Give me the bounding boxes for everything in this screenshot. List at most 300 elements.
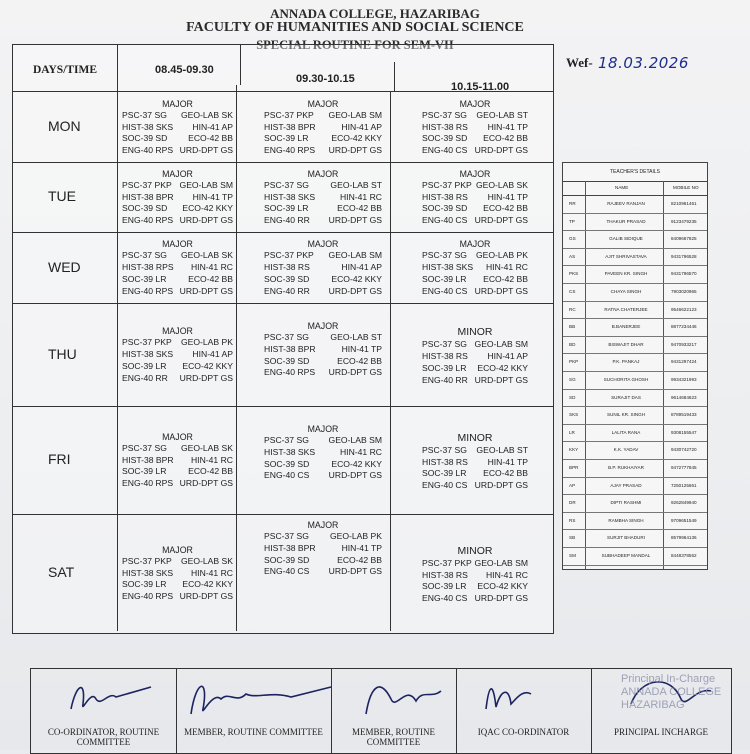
- slot-entry: ECO-42 BB: [337, 355, 382, 366]
- slot-row: [264, 180, 382, 192]
- slot-row: [122, 568, 233, 580]
- slot-type: MAJOR: [162, 239, 193, 250]
- signature-stroke: [486, 689, 531, 709]
- day-thu: THU: [48, 345, 77, 362]
- slot-row: [422, 581, 528, 593]
- teacher-mobile: 9470933217: [671, 341, 697, 347]
- slot-entry: SOC-39 LR: [122, 273, 167, 284]
- stamp-line: Principal In-Charge: [621, 673, 716, 685]
- slot-row: [422, 145, 528, 157]
- teacher-name: CHAYA SINGH: [610, 289, 642, 294]
- slot-row: [264, 447, 382, 459]
- day-wed: WED: [48, 258, 81, 275]
- slot-entry: PSC-37 PKP: [422, 179, 472, 190]
- slot-entry: ENG-40 CS: [422, 480, 468, 491]
- teacher-row: [563, 512, 707, 531]
- slot-entry: ECO-42 BB: [483, 203, 528, 214]
- slot-entry: ECO-42 BB: [483, 468, 528, 479]
- grid-hline: [12, 406, 553, 407]
- slot-entry: ENG-40 RPS: [122, 478, 174, 489]
- teacher-row: [563, 283, 707, 302]
- slot-entry: URD-DPT GS: [474, 215, 528, 226]
- slot-type: MAJOR: [162, 168, 193, 179]
- days-time-header: DAYS/TIME: [32, 64, 98, 76]
- slot-row: [422, 468, 528, 480]
- slot-row: [122, 286, 233, 298]
- signature-label-2: MEMBER, ROUTINE COMMITTEE: [184, 727, 323, 737]
- time-slot-2: 09.30-10.15: [296, 73, 355, 85]
- slot-entry: GEO-LAB SK: [475, 179, 528, 190]
- wef-label: Wef-: [566, 55, 593, 70]
- slot-entry: URD-DPT GS: [328, 367, 382, 378]
- slot-type: MAJOR: [162, 326, 193, 337]
- routine-slot: [264, 424, 382, 482]
- slot-entry: SOC-39 LR: [422, 581, 467, 592]
- day-fri: FRI: [48, 451, 71, 467]
- slot-entry: PSC-37 SG: [422, 339, 467, 350]
- teacher-row: [563, 494, 707, 513]
- slot-type: MAJOR: [307, 168, 339, 179]
- teacher-name: B.P. RUKHAIYAR: [608, 465, 644, 470]
- teacher-name: B.BANERJEE: [611, 324, 641, 330]
- slot-row: [122, 122, 233, 134]
- slot-entry: PSC-37 PKP: [264, 109, 314, 120]
- teacher-code: BD: [569, 341, 576, 347]
- slot-entry: HIST-38 BPR: [264, 343, 316, 354]
- slot-row: [264, 274, 382, 286]
- slot-entry: HIN-41 AP: [487, 351, 528, 362]
- teacher-code: BB: [569, 324, 576, 330]
- slot-entry: HIST-38 RS: [422, 569, 468, 580]
- slot-entry: HIN-41 RC: [339, 191, 382, 202]
- slot-entry: HIN-41 TP: [487, 191, 528, 202]
- slot-row: [264, 122, 382, 134]
- slot-row: [122, 455, 233, 467]
- slot-entry: HIN-41 RC: [190, 454, 233, 465]
- slot-entry: HIN-41 RC: [485, 262, 528, 273]
- slot-entry: SOC-39 LR: [122, 360, 167, 371]
- slot-row: [122, 466, 233, 478]
- slot-entry: URD-DPT GS: [328, 145, 382, 156]
- slot-row: [422, 133, 528, 145]
- teacher-code: RS: [569, 517, 576, 523]
- slot-type: MAJOR: [307, 520, 339, 530]
- slot-entry: SOC-39 LR: [264, 133, 309, 144]
- teacher-name: SURAJIT DAS: [611, 394, 641, 400]
- slot-entry: HIST-38 SKS: [122, 349, 174, 360]
- slot-row: [264, 192, 382, 204]
- slot-entry: GEO-LAB PK: [329, 531, 382, 541]
- routine-slot: [122, 239, 233, 297]
- teacher-code: SD: [569, 394, 576, 400]
- slot-entry: HIST-38 RS: [422, 191, 468, 202]
- header-mobile: MOBILE NO: [673, 185, 699, 190]
- slot-entry: ENG-40 CS: [422, 593, 468, 604]
- slot-row: [422, 363, 528, 375]
- slot-entry: GEO-LAB SM: [328, 435, 382, 445]
- routine-slot: [264, 239, 382, 297]
- routine-slot: [422, 326, 528, 386]
- slot-entry: GEO-LAB ST: [330, 332, 382, 342]
- slot-row: [422, 457, 528, 469]
- slot-entry: HIST-38 SKS: [264, 446, 316, 457]
- slot-entry: SOC-39 SD: [422, 203, 468, 214]
- slot-entry: HIST-38 SKS: [122, 567, 174, 578]
- slot-row: [122, 262, 233, 274]
- faculty-name: FACULTY OF HUMANITIES AND SOCIAL SCIENCE: [186, 20, 524, 35]
- teacher-name: PAVEEN KR. SINGH: [604, 271, 648, 277]
- teacher-mobile: 9431796570: [671, 271, 697, 277]
- slot-entry: HIN-41 RC: [190, 567, 233, 578]
- routine-slot: [122, 432, 233, 490]
- teacher-row: [563, 318, 707, 337]
- slot-row: [122, 180, 233, 192]
- routine-slot: [422, 169, 528, 227]
- slot-row: [422, 351, 528, 363]
- teacher-mobile: 8877234446: [671, 324, 697, 330]
- teacher-code: AP: [569, 482, 576, 488]
- slot-entry: ENG-40 RPS: [122, 145, 174, 156]
- slot-entry: GEO-LAB SK: [180, 555, 233, 566]
- slot-row: [122, 361, 233, 373]
- teacher-code: DR: [569, 500, 576, 506]
- teacher-mobile: 8789519433: [671, 412, 697, 418]
- teacher-mobile: 9430742720: [671, 447, 697, 453]
- grid-hline: [12, 162, 553, 163]
- slot-entry: HIST-38 RS: [264, 262, 310, 273]
- slot-entry: ENG-40 CS: [264, 470, 310, 481]
- slot-entry: ECO-42 BB: [188, 133, 233, 144]
- slot-type: MAJOR: [459, 239, 491, 250]
- teacher-name: K.K. YADAV: [613, 447, 639, 453]
- signature-stroke: [71, 687, 151, 709]
- teacher-row: [563, 389, 707, 408]
- teacher-row: [563, 529, 707, 548]
- grid-vline: [394, 62, 395, 92]
- slot-type: MAJOR: [307, 424, 339, 434]
- teacher-row: [563, 213, 707, 232]
- slot-entry: HIST-38 RS: [422, 456, 468, 467]
- slot-entry: PSC-37 SG: [264, 332, 309, 342]
- slot-entry: HIN-41 RC: [339, 446, 382, 457]
- header-name: NAME: [615, 185, 629, 190]
- slot-row: [122, 443, 233, 455]
- teacher-mobile: 9123479235: [671, 218, 697, 224]
- slot-entry: SOC-39 LR: [122, 579, 167, 590]
- slot-entry: ECO-42 BB: [483, 273, 528, 284]
- slot-row: [122, 373, 233, 385]
- slot-entry: PSC-37 SG: [422, 250, 467, 261]
- slot-entry: ENG-40 RPS: [264, 145, 316, 156]
- teacher-code: LR: [569, 429, 575, 435]
- teacher-mobile: 9431297424: [671, 359, 697, 365]
- teacher-code: RC: [569, 306, 576, 312]
- slot-row: [264, 344, 382, 356]
- slot-entry: GEO-LAB SK: [180, 250, 233, 261]
- slot-entry: SOC-39 LR: [264, 203, 309, 214]
- slot-entry: GEO-LAB SM: [328, 109, 382, 120]
- teacher-code: SG: [569, 377, 576, 382]
- slot-row: [264, 332, 382, 344]
- slot-entry: PSC-37 SG: [264, 531, 309, 541]
- slot-entry: ECO-42 BB: [483, 133, 528, 144]
- teacher-row: [563, 547, 707, 566]
- teacher-row: [563, 195, 707, 214]
- teacher-name: SUBHADEEP MANDAL: [601, 553, 651, 558]
- teacher-code: SM: [569, 553, 576, 558]
- teacher-name: BISWAJIT DHAR: [608, 341, 644, 347]
- slot-entry: HIST-38 BPR: [264, 542, 316, 553]
- teacher-row: [563, 424, 707, 443]
- slot-entry: HIST-38 BPR: [122, 191, 174, 202]
- slot-entry: HIN-41 TP: [341, 542, 382, 553]
- slot-type: MAJOR: [307, 321, 339, 331]
- day-tue: TUE: [48, 188, 76, 204]
- slot-entry: HIN-41 RC: [190, 262, 233, 273]
- slot-row: [422, 593, 528, 605]
- teacher-name: THAKUR PRASAD: [606, 218, 646, 224]
- teacher-mobile: 7250125661: [671, 482, 697, 488]
- slot-entry: SOC-39 LR: [422, 273, 467, 284]
- slot-row: [122, 203, 233, 215]
- teacher-code: CS: [569, 289, 576, 294]
- teacher-name: LALITA RANA: [611, 429, 641, 435]
- routine-slot: [264, 169, 382, 227]
- slot-entry: HIN-41 RC: [485, 569, 528, 580]
- teacher-name: AJIT SHRIVASTAVA: [605, 253, 647, 259]
- slot-entry: PSC-37 SG: [122, 250, 167, 261]
- routine-slot: [122, 545, 233, 603]
- slot-entry: HIST-38 BPR: [122, 454, 174, 465]
- slot-row: [422, 122, 528, 134]
- slot-row: [422, 250, 528, 262]
- slot-row: [122, 110, 233, 122]
- slot-row: [264, 133, 382, 145]
- slot-entry: HIN-41 TP: [341, 343, 382, 354]
- principal-stamp: [621, 673, 731, 712]
- teacher-name: SURJIT BHADURI: [607, 535, 645, 541]
- teacher-code: SB: [569, 535, 576, 541]
- slot-entry: ECO-42 KKY: [331, 133, 382, 144]
- teacher-mobile: 9614684623: [671, 394, 697, 400]
- slot-type: MAJOR: [459, 168, 491, 179]
- teacher-mobile: 9709651549: [671, 517, 697, 523]
- teacher-mobile: 8448378562: [671, 553, 697, 558]
- slot-row: [422, 445, 528, 457]
- slot-row: [264, 566, 382, 578]
- slot-entry: URD-DPT GS: [474, 285, 528, 296]
- slot-entry: GEO-LAB PK: [475, 250, 528, 261]
- teacher-code: RR: [569, 201, 576, 206]
- slot-row: [422, 274, 528, 286]
- slot-entry: HIST-38 BPR: [264, 121, 316, 132]
- slot-entry: PSC-37 PKP: [122, 337, 172, 348]
- slot-entry: URD-DPT GS: [328, 285, 382, 296]
- slot-entry: URD-DPT GS: [179, 285, 233, 296]
- signature-stroke: [366, 687, 441, 714]
- teacher-row: [563, 441, 707, 460]
- slot-entry: ENG-40 CS: [422, 145, 468, 156]
- slot-type: MAJOR: [162, 98, 193, 109]
- slot-entry: ENG-40 CS: [264, 566, 310, 577]
- stamp-line: HAZARIBAG: [621, 699, 685, 711]
- slot-entry: HIST-38 SKS: [422, 262, 474, 273]
- slot-entry: SOC-39 SD: [264, 458, 310, 469]
- day-mon: MON: [48, 118, 81, 134]
- slot-row: [422, 558, 528, 570]
- slot-entry: HIST-38 SKS: [264, 191, 316, 202]
- slot-row: [264, 286, 382, 298]
- slot-entry: GEO-LAB SM: [474, 339, 528, 350]
- slot-type: MAJOR: [307, 239, 339, 250]
- teacher-name: AJAY PRASAD: [610, 482, 642, 488]
- routine-slot: [122, 99, 233, 157]
- slot-row: [264, 555, 382, 567]
- slot-entry: ECO-42 KKY: [182, 360, 233, 371]
- slot-entry: PSC-37 PKP: [122, 555, 172, 566]
- slot-row: [264, 543, 382, 555]
- slot-entry: HIST-38 RPS: [122, 262, 174, 273]
- signature-label-5: PRINCIPAL INCHARGE: [613, 727, 709, 737]
- slot-row: [122, 591, 233, 603]
- slot-row: [422, 192, 528, 204]
- routine-slot: [264, 99, 382, 157]
- slot-entry: PSC-37 SG: [422, 444, 467, 455]
- slot-row: [264, 145, 382, 157]
- slot-entry: SOC-39 SD: [264, 355, 310, 366]
- teacher-row: [563, 248, 707, 267]
- slot-entry: ENG-40 RR: [264, 215, 310, 226]
- teacher-mobile: 9934321993: [671, 377, 697, 382]
- teacher-code: PKP: [569, 359, 579, 365]
- slot-entry: PSC-37 SG: [122, 109, 167, 120]
- slot-row: [264, 367, 382, 379]
- slot-row: [122, 478, 233, 490]
- slot-entry: GEO-LAB SM: [474, 557, 528, 568]
- teacher-name: GALIB SIDIQUE: [609, 236, 643, 242]
- teacher-mobile: 9308155547: [671, 429, 697, 435]
- slot-row: [122, 556, 233, 568]
- slot-row: [264, 531, 382, 543]
- slot-entry: URD-DPT GS: [179, 145, 233, 156]
- slot-entry: ENG-40 RPS: [122, 285, 174, 296]
- teacher-code: AS: [569, 253, 576, 259]
- teacher-row: [563, 459, 707, 478]
- time-slot-1: 08.45-09.30: [155, 64, 214, 76]
- slot-entry: GEO-LAB SM: [328, 250, 382, 261]
- slot-entry: URD-DPT GS: [474, 145, 528, 156]
- day-sat: SAT: [48, 564, 75, 580]
- routine-slot: [122, 326, 233, 384]
- slot-entry: URD-DPT GS: [474, 480, 528, 491]
- teacher-mobile: 8409667825: [671, 236, 697, 242]
- routine-slot: [422, 99, 528, 157]
- teacher-row: [563, 265, 707, 284]
- slot-type: MAJOR: [459, 98, 491, 109]
- teacher-code: BPR: [569, 465, 579, 470]
- slot-row: [264, 470, 382, 482]
- slot-row: [422, 570, 528, 582]
- slot-entry: SOC-39 SD: [264, 554, 310, 565]
- signature-label-4: IQAC CO-ORDINATOR: [477, 727, 570, 737]
- slot-entry: ECO-42 KKY: [182, 579, 233, 590]
- slot-row: [264, 215, 382, 227]
- routine-slot: [422, 545, 528, 605]
- slot-row: [422, 286, 528, 298]
- slot-entry: GEO-LAB ST: [476, 444, 528, 455]
- slot-type: MINOR: [457, 431, 493, 444]
- teacher-code: KKY: [569, 447, 579, 453]
- teacher-mobile: 7903020965: [671, 289, 697, 294]
- teacher-code: GS: [569, 236, 576, 242]
- slot-entry: GEO-LAB PK: [180, 337, 233, 348]
- slot-entry: ECO-42 KKY: [477, 362, 528, 373]
- teacher-row: [563, 406, 707, 425]
- slot-entry: ENG-40 RPS: [122, 215, 174, 226]
- slot-entry: GEO-LAB SK: [180, 109, 233, 120]
- slot-entry: PSC-37 PKP: [122, 179, 172, 190]
- wef-date: 18.03.2026: [598, 54, 689, 72]
- slot-type: MAJOR: [162, 431, 193, 442]
- slot-row: [422, 110, 528, 122]
- slot-row: [264, 250, 382, 262]
- slot-entry: ECO-42 KKY: [331, 458, 382, 469]
- routine-slot: [122, 169, 233, 227]
- slot-entry: URD-DPT GS: [179, 478, 233, 489]
- slot-row: [122, 349, 233, 361]
- routine-slot: [422, 432, 528, 492]
- slot-entry: PSC-37 PKP: [422, 557, 472, 568]
- slot-entry: SOC-39 LR: [422, 468, 467, 479]
- slot-row: [122, 274, 233, 286]
- teacher-mobile: 9546622123: [671, 306, 697, 312]
- routine-slot: [264, 321, 382, 379]
- slot-row: [422, 215, 528, 227]
- slot-type: MAJOR: [162, 544, 193, 555]
- slot-type: MINOR: [457, 326, 493, 339]
- slot-entry: HIN-41 TP: [192, 191, 233, 202]
- slot-entry: PSC-37 SG: [422, 109, 467, 120]
- teacher-mobile: 9431796528: [671, 253, 697, 259]
- slot-entry: GEO-LAB SM: [179, 179, 233, 190]
- slot-entry: HIST-38 RS: [422, 351, 468, 362]
- teacher-mobile: 8579964136: [671, 535, 697, 541]
- slot-row: [422, 375, 528, 387]
- signature-label-1: CO-ORDINATOR, ROUTINE COMMITTEE: [47, 727, 160, 747]
- teacher-code: PKS: [569, 271, 579, 277]
- slot-row: [122, 337, 233, 349]
- slot-entry: ENG-40 CS: [422, 215, 468, 226]
- slot-entry: ECO-42 BB: [337, 203, 382, 214]
- grid-hline: [12, 514, 553, 515]
- slot-row: [422, 480, 528, 492]
- teacher-name: RAJEEV RANJAN: [607, 201, 645, 206]
- signature-label-3: MEMBER, ROUTINE COMMITTEE: [352, 727, 435, 747]
- slot-entry: ECO-42 BB: [188, 466, 233, 477]
- slot-row: [122, 250, 233, 262]
- slot-entry: HIN-41 AP: [192, 121, 233, 132]
- teacher-name: RAMBHA SINGH: [608, 517, 644, 523]
- slot-entry: URD-DPT GS: [179, 215, 233, 226]
- slot-entry: GEO-LAB SK: [180, 442, 233, 453]
- slot-row: [264, 459, 382, 471]
- grid-vline: [390, 92, 391, 631]
- teacher-name: SUNIL KR. SINGH: [606, 412, 646, 418]
- slot-entry: URD-DPT GS: [328, 215, 382, 226]
- routine-slot: [264, 520, 382, 578]
- teacher-mobile: 8210961461: [671, 201, 697, 206]
- slot-row: [264, 203, 382, 215]
